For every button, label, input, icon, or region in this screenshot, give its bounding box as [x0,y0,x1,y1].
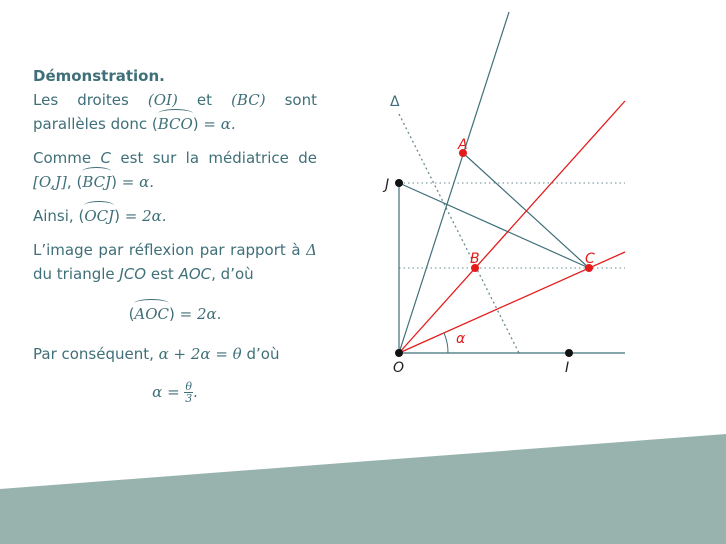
text: , d’où [211,265,254,283]
equation: = 2α. [119,207,167,225]
equation: α + 2α = θ [158,345,242,363]
denominator: 3 [185,392,193,405]
line-bc: (BC) [231,91,266,109]
paragraph-ainsi: Ainsi, (OCJ) = 2α. [33,204,317,228]
point-i [565,349,573,357]
label-c: C [585,251,595,267]
equation: = α. [198,115,236,133]
angle-alpha-arc [444,333,448,353]
label-j: J [385,177,390,193]
text: Ainsi, [33,207,79,225]
text: du triangle [33,265,120,283]
label-a: A [458,137,468,153]
label-o: O [393,360,405,376]
segment-jc [399,183,589,268]
paragraph-parallel: Les droites (OI) et (BC) sont parallèles donc (BCO) = α. [33,88,317,136]
angle-ocj: OCJ [84,204,114,228]
angle-bco: BCO [158,112,193,136]
paragraph-mediatrice: Comme C est sur la médiatrice de [O,J], (BCJ) = α. [33,146,317,194]
text: est [146,265,179,283]
line-oa [399,12,509,353]
line-ob-red [399,101,625,353]
equation-lhs: α = [152,383,185,401]
point-j [395,179,403,187]
numerator: θ [185,380,193,393]
point-o [395,349,403,357]
point-c: C [100,149,111,167]
label-b: B [470,251,480,267]
text: est sur la médiatrice de [111,149,317,167]
equation-aoc: (AOC) = 2α. [33,302,317,326]
label-alpha: α [456,331,466,347]
period: . [193,383,198,401]
text: d’où [241,345,280,363]
line-oi: (OI) [147,91,178,109]
text: Comme [33,149,101,167]
text: L’image par réflexion par rapport à [33,241,307,259]
segment-oj: [O,J] [33,173,67,191]
angle-bcj: BCJ [82,170,111,194]
proof-heading: Démonstration. [33,67,165,85]
equation: = 2α. [174,305,222,323]
angle-aoc: AOC [134,302,169,326]
text: Les droites [33,91,148,109]
equation: = α. [116,173,154,191]
text: et [177,91,232,109]
text: sont parallèles donc [33,91,317,133]
label-i: I [565,360,570,376]
triangle-jco: JCO [119,265,147,283]
delta-symbol: Δ [306,241,317,259]
text: Par conséquent, [33,345,159,363]
label-delta: Δ [390,94,400,110]
triangle-aoc: AOC [178,265,212,283]
text: , [66,173,77,191]
